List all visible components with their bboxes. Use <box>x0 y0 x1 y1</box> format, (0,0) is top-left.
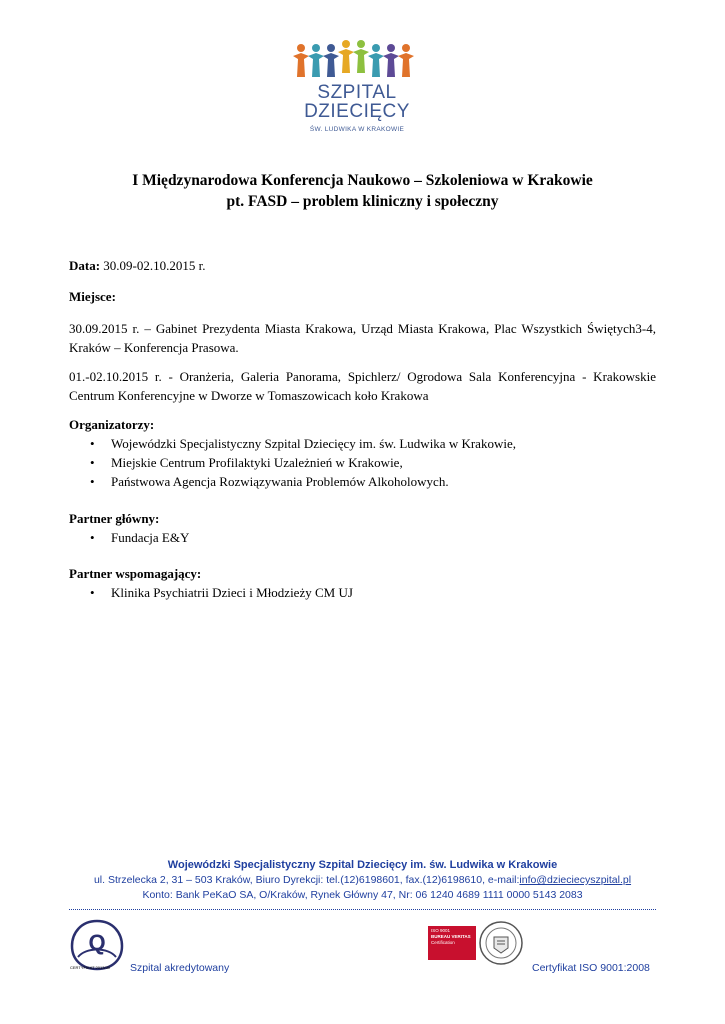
figure-body <box>383 53 399 77</box>
document-body <box>69 256 656 602</box>
bullet-icon: • <box>90 455 95 470</box>
bullet-icon: • <box>90 530 95 545</box>
title-line2: pt. FASD – problem kliniczny i społeczny <box>226 193 499 210</box>
figure-head <box>342 40 350 48</box>
title-line1: I Międzynarodowa Konferencja Naukowo – Szkoleniowa w Krakowie <box>132 172 593 189</box>
figure-head <box>357 40 365 48</box>
figure-body <box>308 53 324 77</box>
figure-body <box>293 53 309 77</box>
footer-account: Konto: Bank PeKaO SA, O/Kraków, Rynek Główny 47, Nr: 06 1240 4689 1111 0000 5143 2083 <box>142 889 583 901</box>
bullet-icon: • <box>90 436 95 451</box>
email-link[interactable]: info@dzieciecyszpital.pl <box>519 874 632 886</box>
document-title <box>40 170 685 212</box>
footer-hospital-name: Wojewódzki Specjalistyczny Szpital Dziecięcy im. św. Ludwika w Krakowie <box>167 859 558 871</box>
footer-divider <box>69 909 656 910</box>
figure-head <box>297 44 305 52</box>
figure-head <box>387 44 395 52</box>
badge-caption: CERTYFIKAT 2013/30 <box>70 965 111 970</box>
footer <box>40 858 685 903</box>
logo-line1: SZPITAL <box>317 82 397 103</box>
hospital-logo <box>292 40 422 140</box>
organizers-label: Organizatorzy: <box>69 417 155 432</box>
main-partner-list <box>69 528 656 547</box>
main-partner-label: Partner główny: <box>69 511 160 526</box>
organizers-list <box>69 434 656 491</box>
list-item: • Państwowa Agencja Rozwiązywania Problemów Alkoholowych. <box>90 474 449 489</box>
date-line <box>69 256 656 275</box>
logo-line3: ŚW. LUDWIKA W KRAKOWIE <box>309 126 405 133</box>
figure-body <box>323 53 339 77</box>
list-item: • Wojewódzki Specjalistyczny Szpital Dziecięcy im. św. Ludwika w Krakowie, <box>90 436 516 451</box>
place-paragraph-2: 01.-02.10.2015 r. - Oranżeria, Galeria Panorama, Spichlerz/ Ogrodowa Sala Konferencyjna - Krakowskie Centrum Konferencyjne w Dworze w Tomaszowicach koło Krakowa <box>69 369 656 403</box>
figure-body <box>338 49 354 73</box>
bureau-veritas-badge: ISO 9001 BUREAU VERITAS Certification <box>428 926 476 960</box>
bureau-veritas-seal-icon <box>478 920 524 966</box>
support-partner-list <box>69 583 656 602</box>
bullet-icon: • <box>90 585 95 600</box>
footer-address: ul. Strzelecka 2, 31 – 503 Kraków, Biuro Dyrekcji: tel.(12)6198601, fax.(12)6198610, e-mail:info@dzieciecyszpital.pl <box>93 874 632 886</box>
list-item: • Miejskie Centrum Profilaktyki Uzależnień w Krakowie, <box>90 455 403 470</box>
children-figures-icon <box>292 40 422 85</box>
figure-head <box>372 44 380 52</box>
figure-head <box>402 44 410 52</box>
list-item: • Klinika Psychiatrii Dzieci i Młodzieży CM UJ <box>90 585 353 600</box>
figure-body <box>398 53 414 77</box>
list-item: • Fundacja E&Y <box>90 530 190 545</box>
logo-line2: DZIECIĘCY <box>304 101 410 122</box>
figure-body <box>353 49 369 73</box>
date-value: 30.09-02.10.2015 r. <box>100 258 206 273</box>
figure-body <box>368 53 384 77</box>
bullet-icon: • <box>90 474 95 489</box>
support-partner-label: Partner wspomagający: <box>69 566 202 581</box>
iso-certificate-label: Certyfikat ISO 9001:2008 <box>532 962 650 974</box>
figure-head <box>327 44 335 52</box>
svg-text:Q: Q <box>88 930 106 955</box>
figure-head <box>312 44 320 52</box>
accredited-label: Szpital akredytowany <box>130 962 230 974</box>
date-label: Data: <box>69 258 101 273</box>
place-paragraph-1: 30.09.2015 r. – Gabinet Prezydenta Miasta Krakowa, Urząd Miasta Krakowa, Plac Wszystkich Świętych3-4, Kraków – Konferencja Prasowa. <box>69 321 656 355</box>
place-label: Miejsce: <box>69 289 116 304</box>
